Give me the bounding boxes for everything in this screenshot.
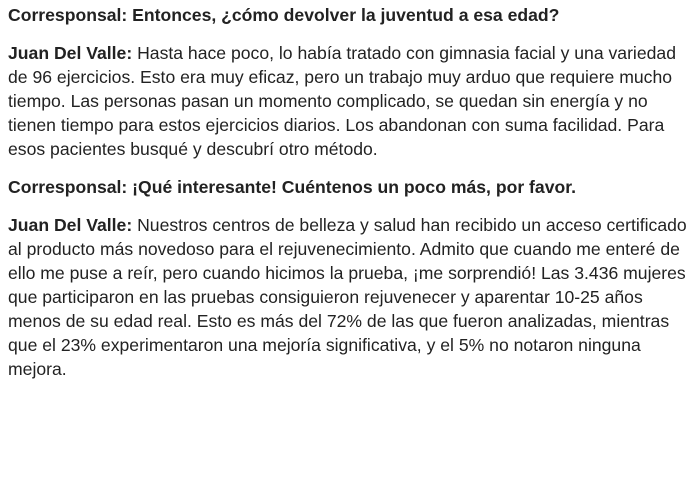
interviewer-question: Corresponsal: ¡Qué interesante! Cuéntenos un poco más, por favor. [8, 177, 576, 197]
answer-text: Nuestros centros de belleza y salud han recibido un acceso certificado al producto más novedoso para el rejuvenecimiento. Admito que cuando me enteré de ello me puse a reír, pero cuando hicimos la prueba, ¡me sorprendió! Las 3.436 mujeres que participaron en las pruebas consiguieron rejuvenecer y aparentar 10-25 años menos de su edad real. Esto es más del 72% de las que fueron analizadas, mientras que el 23% experimentaron una mejoría significativa, y el 5% no notaron ninguna mejora. [8, 215, 687, 379]
speaker-name: Juan Del Valle: [8, 43, 133, 63]
interviewee-answer [8, 41, 692, 161]
answer-text: Hasta hace poco, lo había tratado con gimnasia facial y una variedad de 96 ejercicios. Esto era muy eficaz, pero un trabajo muy arduo que requiere mucho tiempo. Las personas pasan un momento complicado, se quedan sin energía y no tienen tiempo para estos ejercicios diarios. Los abandonan con suma facilidad. Para esos pacientes busqué y descubrí otro método. [8, 43, 676, 159]
speaker-name: Juan Del Valle: [8, 215, 133, 235]
interviewer-question: Corresponsal: Entonces, ¿cómo devolver la juventud a esa edad? [8, 5, 560, 25]
interviewee-answer [8, 213, 692, 381]
